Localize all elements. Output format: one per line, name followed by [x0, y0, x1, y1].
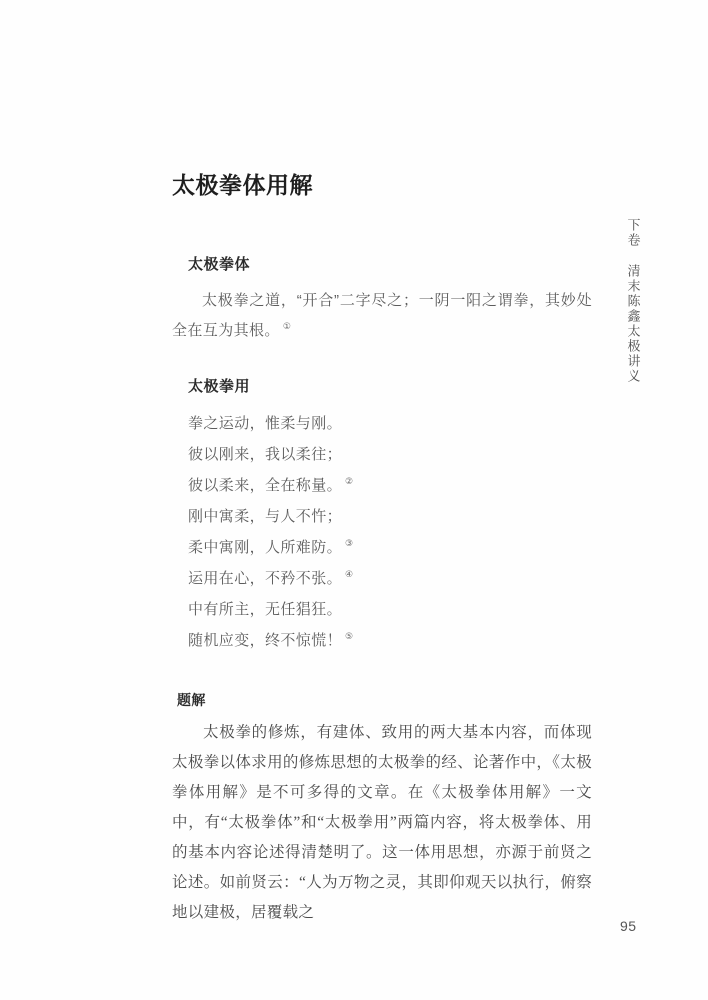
verse-text: 刚中寓柔，与人不忤；	[188, 508, 343, 525]
verse-text: 运用在心，不矜不张。	[188, 570, 343, 587]
running-head-series: 清末陈鑫太极讲义	[625, 264, 641, 384]
verse-text: 彼以刚来，我以柔往；	[188, 446, 343, 463]
paragraph-text: 太极拳之道，“开合”二字尽之；一阴一阳之谓拳，其妙处全在互为其根。	[172, 292, 592, 339]
verse-footnote-marker: ②	[345, 477, 354, 487]
verse-line	[188, 594, 592, 625]
verse-text: 彼以柔来，全在称量。	[188, 477, 343, 494]
running-head	[620, 218, 646, 384]
page-content-column	[172, 170, 592, 958]
verse-text: 随机应变，终不惊慌！	[188, 632, 343, 649]
verse-line	[188, 563, 592, 594]
section-heading-taiji-quan-ti: 太极拳体	[188, 256, 251, 273]
verse-text: 中有所主，无任猖狂。	[188, 601, 343, 618]
verse-line	[188, 408, 592, 439]
verse-footnote-marker: ③	[345, 539, 354, 549]
verse-text: 拳之运动，惟柔与刚。	[188, 415, 343, 432]
verse-line	[188, 625, 592, 656]
verse-line	[188, 470, 592, 501]
verse-line	[188, 439, 592, 470]
verse-line	[188, 532, 592, 563]
commentary-paragraph: 太极拳的修炼，有建体、致用的两大基本内容，而体现太极拳以体求用的修炼思想的太极拳的经、论著作中，《太极拳体用解》是不可多得的文章。在《太极拳体用解》一文中，有“太极拳体”和“太极拳用”两篇内容，将太极拳体、用的基本内容论述得清楚明了。这一体用思想，亦源于前贤之论述。如前贤云：“人为万物之灵，其即仰观天以执行，俯察地以建极，居覆载之	[172, 724, 592, 921]
section-commentary	[172, 690, 592, 928]
verse-text: 柔中寓刚，人所难防。	[188, 539, 343, 556]
page-number: 95	[620, 918, 637, 934]
running-head-volume: 下卷	[625, 218, 641, 248]
page-title: 太极拳体用解	[172, 173, 313, 198]
section-paragraph-taiji-quan-ti	[172, 286, 592, 346]
verse-line	[188, 501, 592, 532]
verse-list	[172, 408, 592, 656]
verse-footnote-marker: ⑤	[345, 632, 354, 642]
footnote-marker-1: ①	[282, 322, 292, 332]
section-taiji-quan-yong	[172, 376, 592, 656]
section-heading-taiji-quan-yong: 太极拳用	[188, 378, 251, 395]
verse-footnote-marker: ④	[345, 570, 354, 580]
section-taiji-quan-ti	[172, 254, 592, 346]
commentary-heading: 题解	[177, 692, 206, 708]
